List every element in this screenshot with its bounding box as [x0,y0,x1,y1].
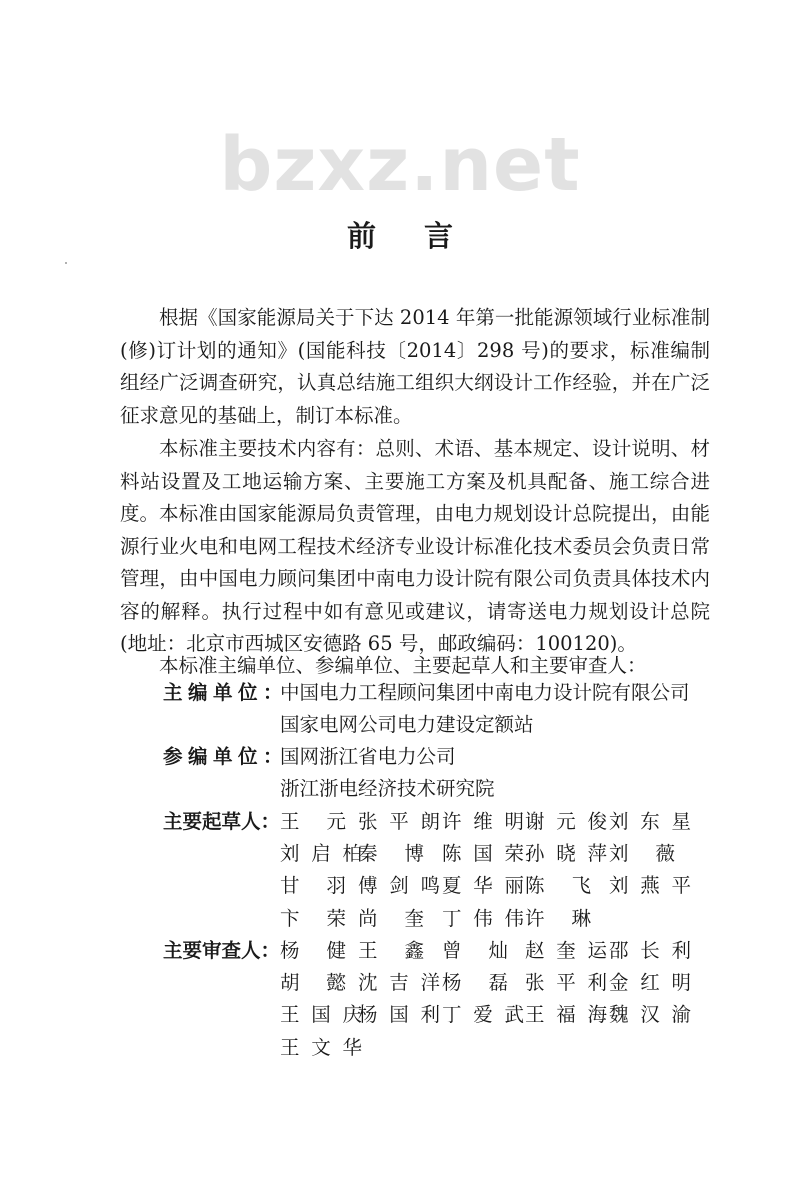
chief-unit-1: 中国电力工程顾问集团中南电力设计院有限公司 [280,681,690,704]
paragraph-basis: 根据《国家能源局关于下达 2014 年第一批能源领域行业标准制(修)订计划的通知》(国能科技〔2014〕298 号)的要求，标准编制组经广泛调查研究，认真总结施工组织大纲设计工作经验，并在广泛征求意见的基础上，制订本标准。 [120,306,710,427]
drafter-name: 卞荣 [280,906,346,930]
participating-units-label: 参编单位： [163,745,289,768]
paragraph-credits-intro: 本标准主编单位、参编单位、主要起草人和主要审查人： [159,654,647,677]
drafter-name: 秦博 [358,842,424,866]
drafter-name: 陈飞 [525,874,591,898]
chief-unit-2: 国家电网公司电力建设定额站 [280,713,534,736]
drafter-name: 王元 [280,810,346,833]
drafter-name: 许琳 [525,906,591,930]
drafter-name: 孙晓萍 [525,842,607,866]
paragraph-management: 本标准由国家能源局负责管理，由电力规划设计总院提出，由能源行业火电和电网工程技术经济专业设计标准化技术委员会负责日常管理，由中国电力顾问集团中南电力设计院有限公司负责具体技术内容的解释。执行过程中如有意见或建议，请寄送电力规划设计总院(地址：北京市西城区安德路 65 号，邮政编码：100120)。 [120,502,710,655]
reviewer-name: 沈吉洋 [358,971,440,995]
reviewer-name: 胡懿 [280,971,346,995]
participating-unit-2: 浙江浙电经济技术研究院 [280,777,495,800]
drafters-label: 主要起草人： [163,810,281,833]
participating-unit-1: 国网浙江省电力公司 [280,745,456,768]
reviewer-name: 赵奎运 [525,939,607,962]
reviewer-name: 王文华 [280,1035,362,1059]
drafter-name: 许维明 [442,810,524,833]
reviewer-name: 张平利 [525,971,607,995]
drafter-name: 丁伟伟 [442,906,524,930]
reviewer-name: 杨磊 [442,971,508,995]
reviewer-name: 魏汉渝 [609,1003,691,1027]
watermark: bzxz.net [219,122,581,208]
reviewer-name: 邵长利 [609,939,691,962]
reviewer-name: 杨健 [280,939,346,962]
reviewers-label: 主要审查人： [163,939,281,962]
drafter-name: 尚奎 [358,906,424,930]
drafter-name: 夏华丽 [442,874,524,898]
page-title: 前言 [346,219,501,253]
reviewer-name: 王福海 [525,1003,607,1027]
reviewer-name: 丁爱武 [442,1003,524,1027]
drafter-name: 谢元俊 [525,810,607,833]
reviewer-name: 金红明 [609,971,691,995]
reviewer-name: 曾灿 [442,939,508,962]
drafter-name: 刘薇 [609,842,675,866]
drafter-name: 刘燕平 [609,874,691,898]
drafter-name: 傅剑鸣 [358,874,440,898]
drafter-name: 刘东星 [609,810,691,833]
chief-units-label: 主编单位： [163,681,289,704]
drafter-name: 甘羽 [280,874,346,898]
drafter-name: 张平朗 [358,810,440,833]
paragraph-contents: 本标准主要技术内容有：总则、术语、基本规定、设计说明、材料站设置及工地运输方案、主要施工方案及机具配备、施工综合进度。 [120,437,710,525]
drafter-name: 刘启柏 [280,842,362,866]
scan-speck [65,262,67,264]
drafter-name: 陈国荣 [442,842,524,866]
reviewer-name: 王鑫 [358,939,424,962]
reviewer-name: 杨国利 [358,1003,440,1027]
reviewer-name: 王国庆 [280,1003,362,1027]
